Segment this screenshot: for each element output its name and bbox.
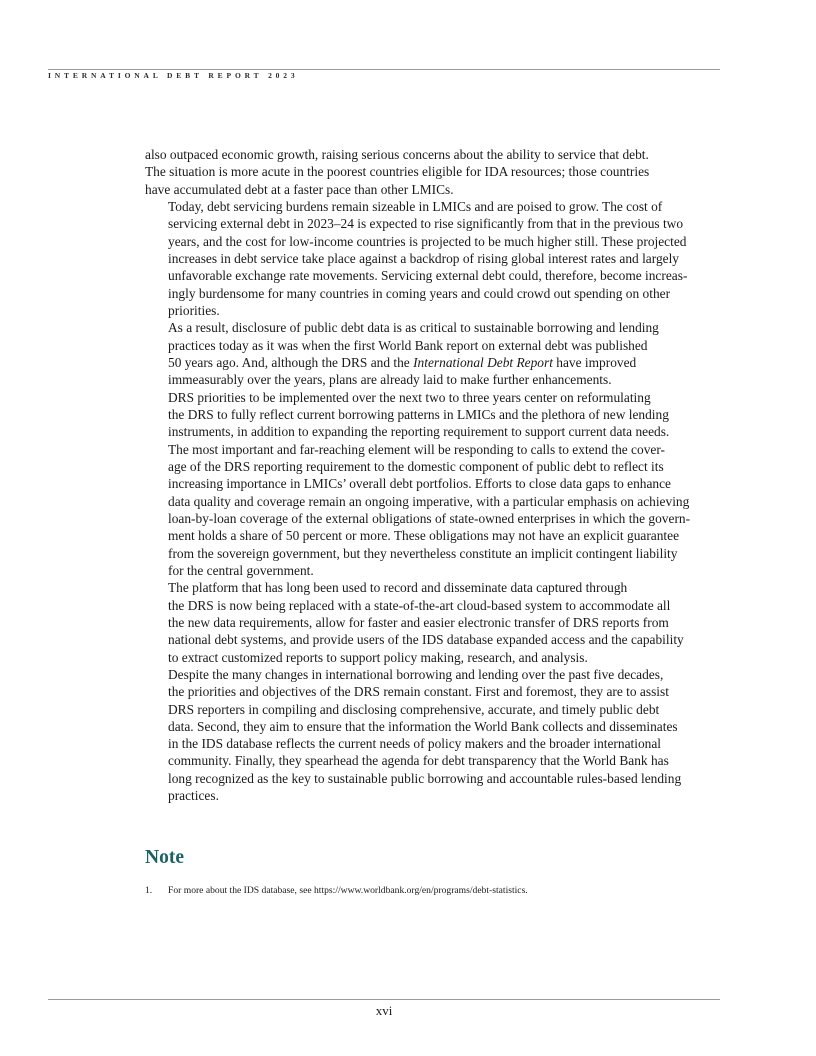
body-text bbox=[145, 146, 721, 804]
text-line: years, and the cost for low-income countries is projected to be much higher still. These projected bbox=[168, 233, 687, 249]
text-line: The platform that has long been used to record and disseminate data captured through bbox=[168, 580, 628, 596]
paragraph-1 bbox=[145, 146, 721, 198]
text-line: the new data requirements, allow for faster and easier electronic transfer of DRS reports from bbox=[168, 614, 669, 630]
text-line: DRS reporters in compiling and disclosing comprehensive, accurate, and timely public debt bbox=[168, 701, 660, 717]
text-line: ingly burdensome for many countries in coming years and could crowd out spending on other bbox=[168, 285, 671, 301]
text-line: practices today as it was when the first World Bank report on external debt was published bbox=[168, 337, 648, 353]
text-line: from the sovereign government, but they nevertheless constitute an implicit contingent liability bbox=[168, 545, 678, 561]
paragraph-6 bbox=[145, 666, 721, 805]
text-line: servicing external debt in 2023–24 is expected to rise significantly from that in the previous two bbox=[168, 216, 684, 232]
text-line: priorities. bbox=[168, 302, 220, 318]
footer-rule bbox=[48, 999, 720, 1000]
text-line: DRS priorities to be implemented over the next two to three years center on reformulating bbox=[168, 389, 651, 405]
text-line: age of the DRS reporting requirement to the domestic component of public debt to reflect its bbox=[168, 458, 664, 474]
paragraph-3 bbox=[145, 319, 721, 388]
header-rule bbox=[48, 69, 720, 70]
text-line: in the IDS database reflects the current needs of policy makers and the broader international bbox=[168, 736, 662, 752]
text-run: have improved bbox=[552, 354, 637, 370]
text-line: the DRS to fully reflect current borrowing patterns in LMICs and the plethora of new lending bbox=[168, 406, 669, 422]
text-line: immeasurably over the years, plans are already laid to make further enhancements. bbox=[168, 372, 612, 388]
text-line: long recognized as the key to sustainable public borrowing and accountable rules-based lending bbox=[168, 770, 682, 786]
text-line: unfavorable exchange rate movements. Servicing external debt could, therefore, become increas- bbox=[168, 268, 688, 284]
text-line: also outpaced economic growth, raising serious concerns about the ability to service that debt. bbox=[145, 147, 649, 162]
paragraph-2 bbox=[145, 198, 721, 319]
text-line: data. Second, they aim to ensure that the information the World Bank collects and disseminates bbox=[168, 718, 678, 734]
text-line: to extract customized reports to support policy making, research, and analysis. bbox=[168, 649, 588, 665]
text-line: ment holds a share of 50 percent or more. These obligations may not have an explicit guarantee bbox=[168, 528, 680, 544]
text-line: The most important and far-reaching element will be responding to calls to extend the cover- bbox=[168, 441, 665, 457]
text-line: The situation is more acute in the poorest countries eligible for IDA resources; those countries bbox=[145, 164, 650, 180]
text-line-mixed bbox=[145, 354, 721, 371]
text-line: increasing importance in LMICs’ overall debt portfolios. Efforts to close data gaps to enhance bbox=[168, 476, 671, 492]
page-number: xvi bbox=[375, 1003, 393, 1018]
text-line: have accumulated debt at a faster pace than other LMICs. bbox=[145, 181, 454, 197]
text-line: for the central government. bbox=[168, 562, 314, 578]
running-header: INTERNATIONAL DEBT REPORT 2023 bbox=[48, 71, 299, 80]
notes-heading: Note bbox=[145, 847, 184, 868]
paragraph-5 bbox=[145, 579, 721, 666]
text-line: practices. bbox=[168, 788, 219, 804]
paragraph-4 bbox=[145, 389, 721, 580]
text-line: the priorities and objectives of the DRS remain constant. First and foremost, they are to assist bbox=[168, 684, 669, 700]
text-line: the DRS is now being replaced with a state-of-the-art cloud-based system to accommodate all bbox=[168, 597, 671, 613]
text-line: As a result, disclosure of public debt data is as critical to sustainable borrowing and lending bbox=[168, 320, 659, 336]
text-line: national debt systems, and provide users of the IDS database expanded access and the capability bbox=[168, 632, 684, 648]
note-number: 1. bbox=[145, 885, 153, 896]
text-line: instruments, in addition to expanding the reporting requirement to support current data needs. bbox=[168, 424, 670, 440]
text-line: community. Finally, they spearhead the agenda for debt transparency that the World Bank has bbox=[168, 753, 669, 769]
note-text: For more about the IDS database, see https://www.worldbank.org/en/programs/debt-statistics. bbox=[168, 885, 528, 896]
text-line: increases in debt service take place against a backdrop of rising global interest rates and largely bbox=[168, 250, 680, 266]
text-line: data quality and coverage remain an ongoing imperative, with a particular emphasis on achieving bbox=[168, 493, 690, 509]
report-title-italic: International Debt Report bbox=[413, 354, 553, 370]
text-line: Today, debt servicing burdens remain sizeable in LMICs and are poised to grow. The cost of bbox=[168, 198, 663, 214]
text-line: loan-by-loan coverage of the external obligations of state-owned enterprises in which the govern- bbox=[168, 510, 691, 526]
note-item bbox=[145, 885, 528, 896]
text-run: 50 years ago. And, although the DRS and the bbox=[168, 354, 414, 370]
text-line: Despite the many changes in international borrowing and lending over the past five decades, bbox=[168, 666, 664, 682]
